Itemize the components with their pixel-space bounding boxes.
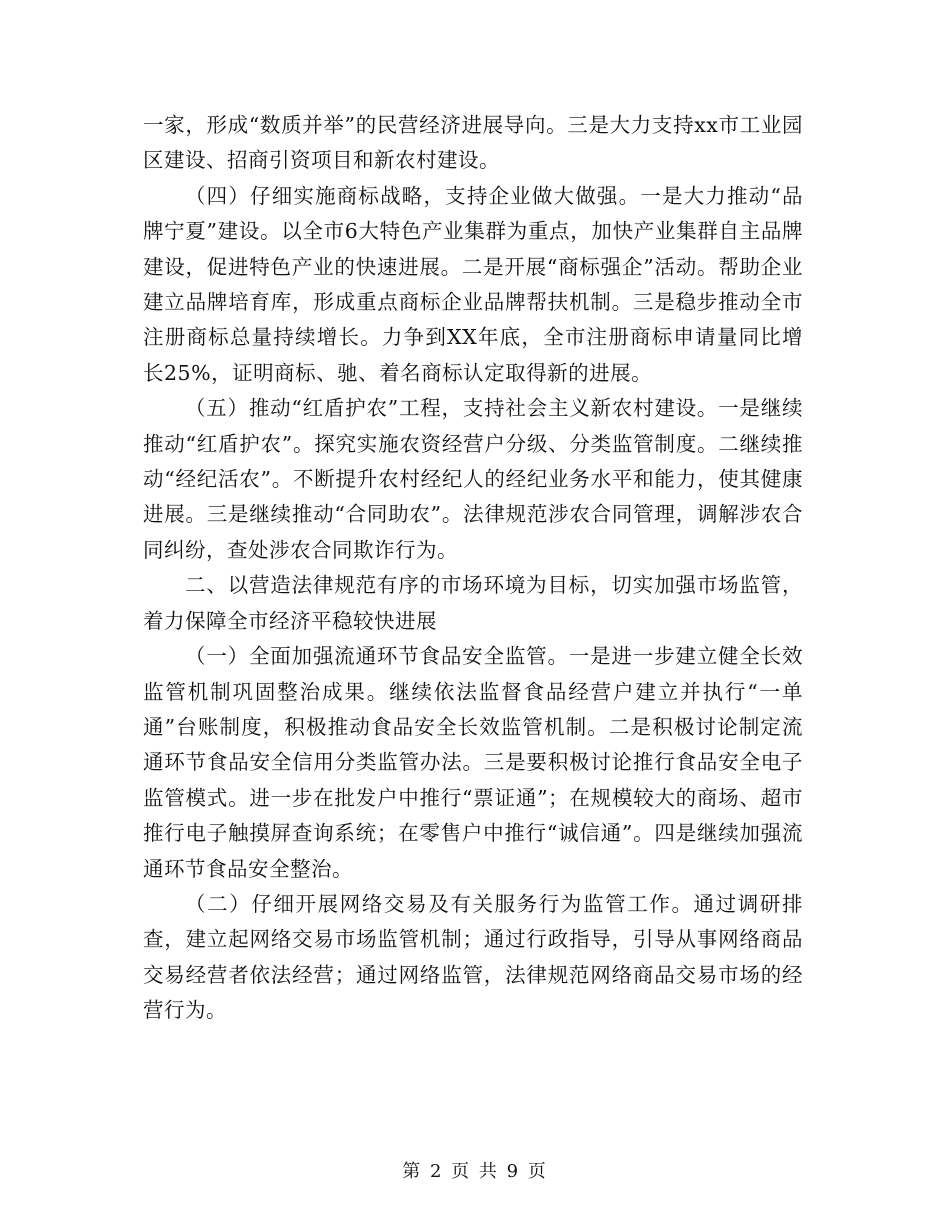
section-heading-market-supervision: 二、以营造法律规范有序的市场环境为目标，切实加强市场监管，着力保障全市经济平稳较快进展 [143,573,803,633]
paragraph-continuation: 一家，形成“数质并举”的民营经济进展导向。三是大力支持xx市工业园区建设、招商引资项目和新农村建设。 [143,113,803,173]
paragraph-red-shield-agriculture: （五）推动“红盾护农”工程，支持社会主义新农村建设。一是继续推动“红盾护农”。探究实施农资经营户分级、分类监管制度。二继续推动“经纪活农”。不断提升农村经纪人的经纪业务水平和能力，使其健康进展。三是继续推动“合同助农”。法律规范涉农合同管理，调解涉农合同纠纷，查处涉农合同欺诈行为。 [143,396,803,562]
page-number-footer: 第 2 页 共 9 页 [402,1161,548,1182]
paragraph-food-safety: （一）全面加强流通环节食品安全监管。一是进一步建立健全长效监管机制巩固整治成果。继续依法监督食品经营户建立并执行“一单通”台账制度，积极推动食品安全长效监管机制。二是积极讨论制定流通环节食品安全信用分类监管办法。三是要积极讨论推行食品安全电子监管模式。进一步在批发户中推行“票证通”；在规模较大的商场、超市推行电子触摸屏查询系统；在零售户中推行“诚信通”。四是继续加强流通环节食品安全整治。 [143,644,803,881]
paragraph-online-trade: （二）仔细开展网络交易及有关服务行为监管工作。通过调研排查，建立起网络交易市场监管机制；通过行政指导，引导从事网络商品交易经营者依法经营；通过网络监管，法律规范网络商品交易市场的经营行为。 [143,891,803,1023]
document-body [143,108,803,1029]
paragraph-trademark-strategy: （四）仔细实施商标战略，支持企业做大做强。一是大力推动“品牌宁夏”建设。以全市6大特色产业集群为重点，加快产业集群自主品牌建设，促进特色产业的快速进展。二是开展“商标强企”活动。帮助企业建立品牌培育库，形成重点商标企业品牌帮扶机制。三是稳步推动全市注册商标总量持续增长。力争到XX年底，全市注册商标申请量同比增长25%，证明商标、驰、着名商标认定取得新的进展。 [143,183,803,385]
